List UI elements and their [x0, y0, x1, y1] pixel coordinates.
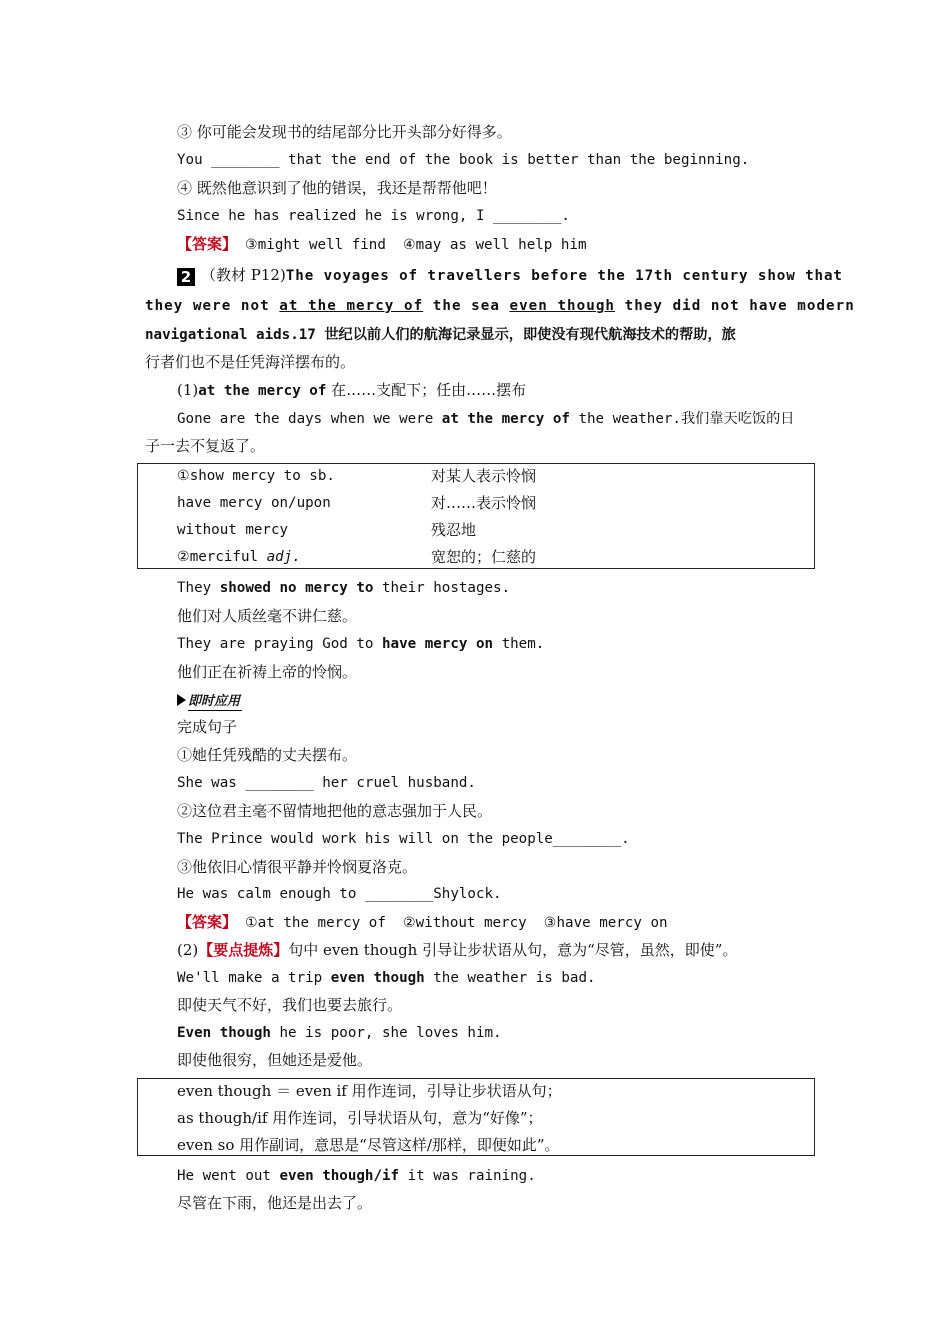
point-number: (2) [177, 941, 199, 959]
answer-text: ③might well find ④may as well help him [245, 237, 587, 253]
example-bold: at the mercy of [441, 411, 570, 427]
q3-english: You ________ that the end of the book is better than the beginning. [177, 152, 750, 168]
apply-q1-en: She was ________ her cruel husband. [177, 775, 476, 791]
apply-q2-cn: ②这位君主毫不留情地把他的意志强加于人民。 [177, 802, 493, 820]
example-bold: Even though [177, 1025, 271, 1041]
example-text: They are praying God to [177, 636, 382, 652]
point-2-heading [177, 940, 737, 960]
item2-source: （教材 P12) [201, 266, 286, 284]
box-row-cn: 宽恕的；仁慈的 [431, 548, 537, 566]
example-text: the weather.我们靠天吃饭的日 [569, 411, 795, 427]
example-text: their hostages. [373, 580, 511, 596]
box-row-en: have mercy on/upon [177, 495, 331, 511]
point-1-example [177, 408, 794, 429]
example-2a [177, 578, 510, 598]
example-4-cn: 尽管在下雨，他还是出去了。 [177, 1194, 373, 1212]
point-number: (1) [177, 381, 199, 399]
apply-q2-en: The Prince would work his will on the people________. [177, 831, 630, 847]
answer-label: 【答案】 [177, 235, 238, 253]
example-text: We'll make a trip [177, 970, 331, 986]
box-row-en: without mercy [177, 522, 289, 538]
key-point-text: 句中 even though 引导让步状语从句，意为“尽管，虽然，即使”。 [288, 941, 738, 959]
item2-text: they did not have modern [615, 298, 855, 314]
item2-text: the sea [423, 298, 510, 314]
example-text: it was raining. [399, 1168, 536, 1184]
example-bold: even though [330, 970, 425, 986]
example-bold: showed no mercy to [219, 580, 374, 596]
usage-row-1: even though ＝ even if 用作连词，引导让步状语从句； [177, 1082, 562, 1100]
item2-sentence-1: The voyages of travellers before the 17th century show that [285, 268, 843, 284]
example-text: Gone are the days when we were [177, 411, 442, 427]
example-4 [177, 1166, 536, 1186]
point-1-heading [177, 380, 526, 401]
underlined-phrase-even-though: even though [509, 298, 616, 314]
point-meaning: 在……支配下；任由……摆布 [326, 381, 527, 399]
example-2a-cn: 他们对人质丝毫不讲仁慈。 [177, 607, 358, 625]
apply-q1-cn: ①她任凭残酷的丈夫摆布。 [177, 746, 358, 764]
example-2b-cn: 他们正在祈祷上帝的怜悯。 [177, 663, 358, 681]
box-row-en: ①show mercy to sb. [177, 468, 335, 484]
item-number-badge: 2 [177, 268, 195, 286]
example-bold: have mercy on [382, 636, 494, 652]
usage-row-3: even so 用作副词，意思是“尽管这样/那样，即便如此”。 [177, 1136, 560, 1154]
item2-line-4: 行者们也不是任凭海洋摆布的。 [145, 353, 356, 371]
item2-line-1 [177, 265, 843, 286]
apply-tag [177, 690, 242, 711]
answer-line-1 [177, 234, 587, 255]
apply-title: 完成句子 [177, 718, 238, 736]
example-bold: even though/if [279, 1168, 400, 1184]
item2-text: they were not [145, 298, 280, 314]
example-2b [177, 634, 544, 654]
example-text: the weather is bad. [424, 970, 596, 986]
example-text: them. [493, 636, 545, 652]
example-3a-cn: 即使天气不好，我们也要去旅行。 [177, 996, 403, 1014]
item2-line-2 [145, 296, 855, 316]
item2-sentence-3: navigational aids.17 世纪以前人们的航海记录显示，即使没有现代航海技术的帮助，旅 [145, 327, 736, 343]
example-text: he is poor, she loves him. [270, 1025, 502, 1041]
point-term: at the mercy of [198, 383, 327, 399]
part-of-speech: adj. [266, 549, 301, 565]
usage-row-2: as though/if 用作连词，引导状语从句，意为“好像”； [177, 1109, 543, 1127]
answer-text: ①at the mercy of ②without mercy ③have mercy on [245, 915, 668, 931]
answer-line-2 [177, 912, 668, 933]
example-3b [177, 1023, 502, 1043]
box-row-cn: 对某人表示怜悯 [431, 467, 537, 485]
example-3a [177, 968, 596, 988]
underlined-phrase-mercy: at the mercy of [279, 298, 424, 314]
q4-chinese: ④ 既然他意识到了他的错误，我还是帮帮他吧！ [177, 179, 497, 197]
triangle-icon [177, 694, 186, 706]
apply-q3-cn: ③他依旧心情很平静并怜悯夏洛克。 [177, 858, 418, 876]
key-point-label: 【要点提炼】 [198, 941, 289, 959]
apply-tag-label: 即时应用 [188, 694, 241, 709]
q4-english: Since he has realized he is wrong, I ________. [177, 208, 570, 224]
q3-chinese: ③ 你可能会发现书的结尾部分比开头部分好得多。 [177, 123, 512, 141]
box-word: ②merciful [177, 549, 267, 565]
example-3b-cn: 即使他很穷，但她还是爱他。 [177, 1051, 373, 1069]
box-row-en [177, 547, 301, 567]
point-1-example-cont: 子一去不复返了。 [145, 437, 266, 455]
example-text: He went out [177, 1168, 280, 1184]
box-row-cn: 对……表示怜悯 [431, 494, 537, 512]
box-row-cn: 残忍地 [431, 521, 477, 539]
apply-q3-en: He was calm enough to ________Shylock. [177, 886, 502, 902]
item2-line-3 [145, 324, 736, 345]
answer-label: 【答案】 [177, 913, 238, 931]
example-text: They [177, 580, 220, 596]
